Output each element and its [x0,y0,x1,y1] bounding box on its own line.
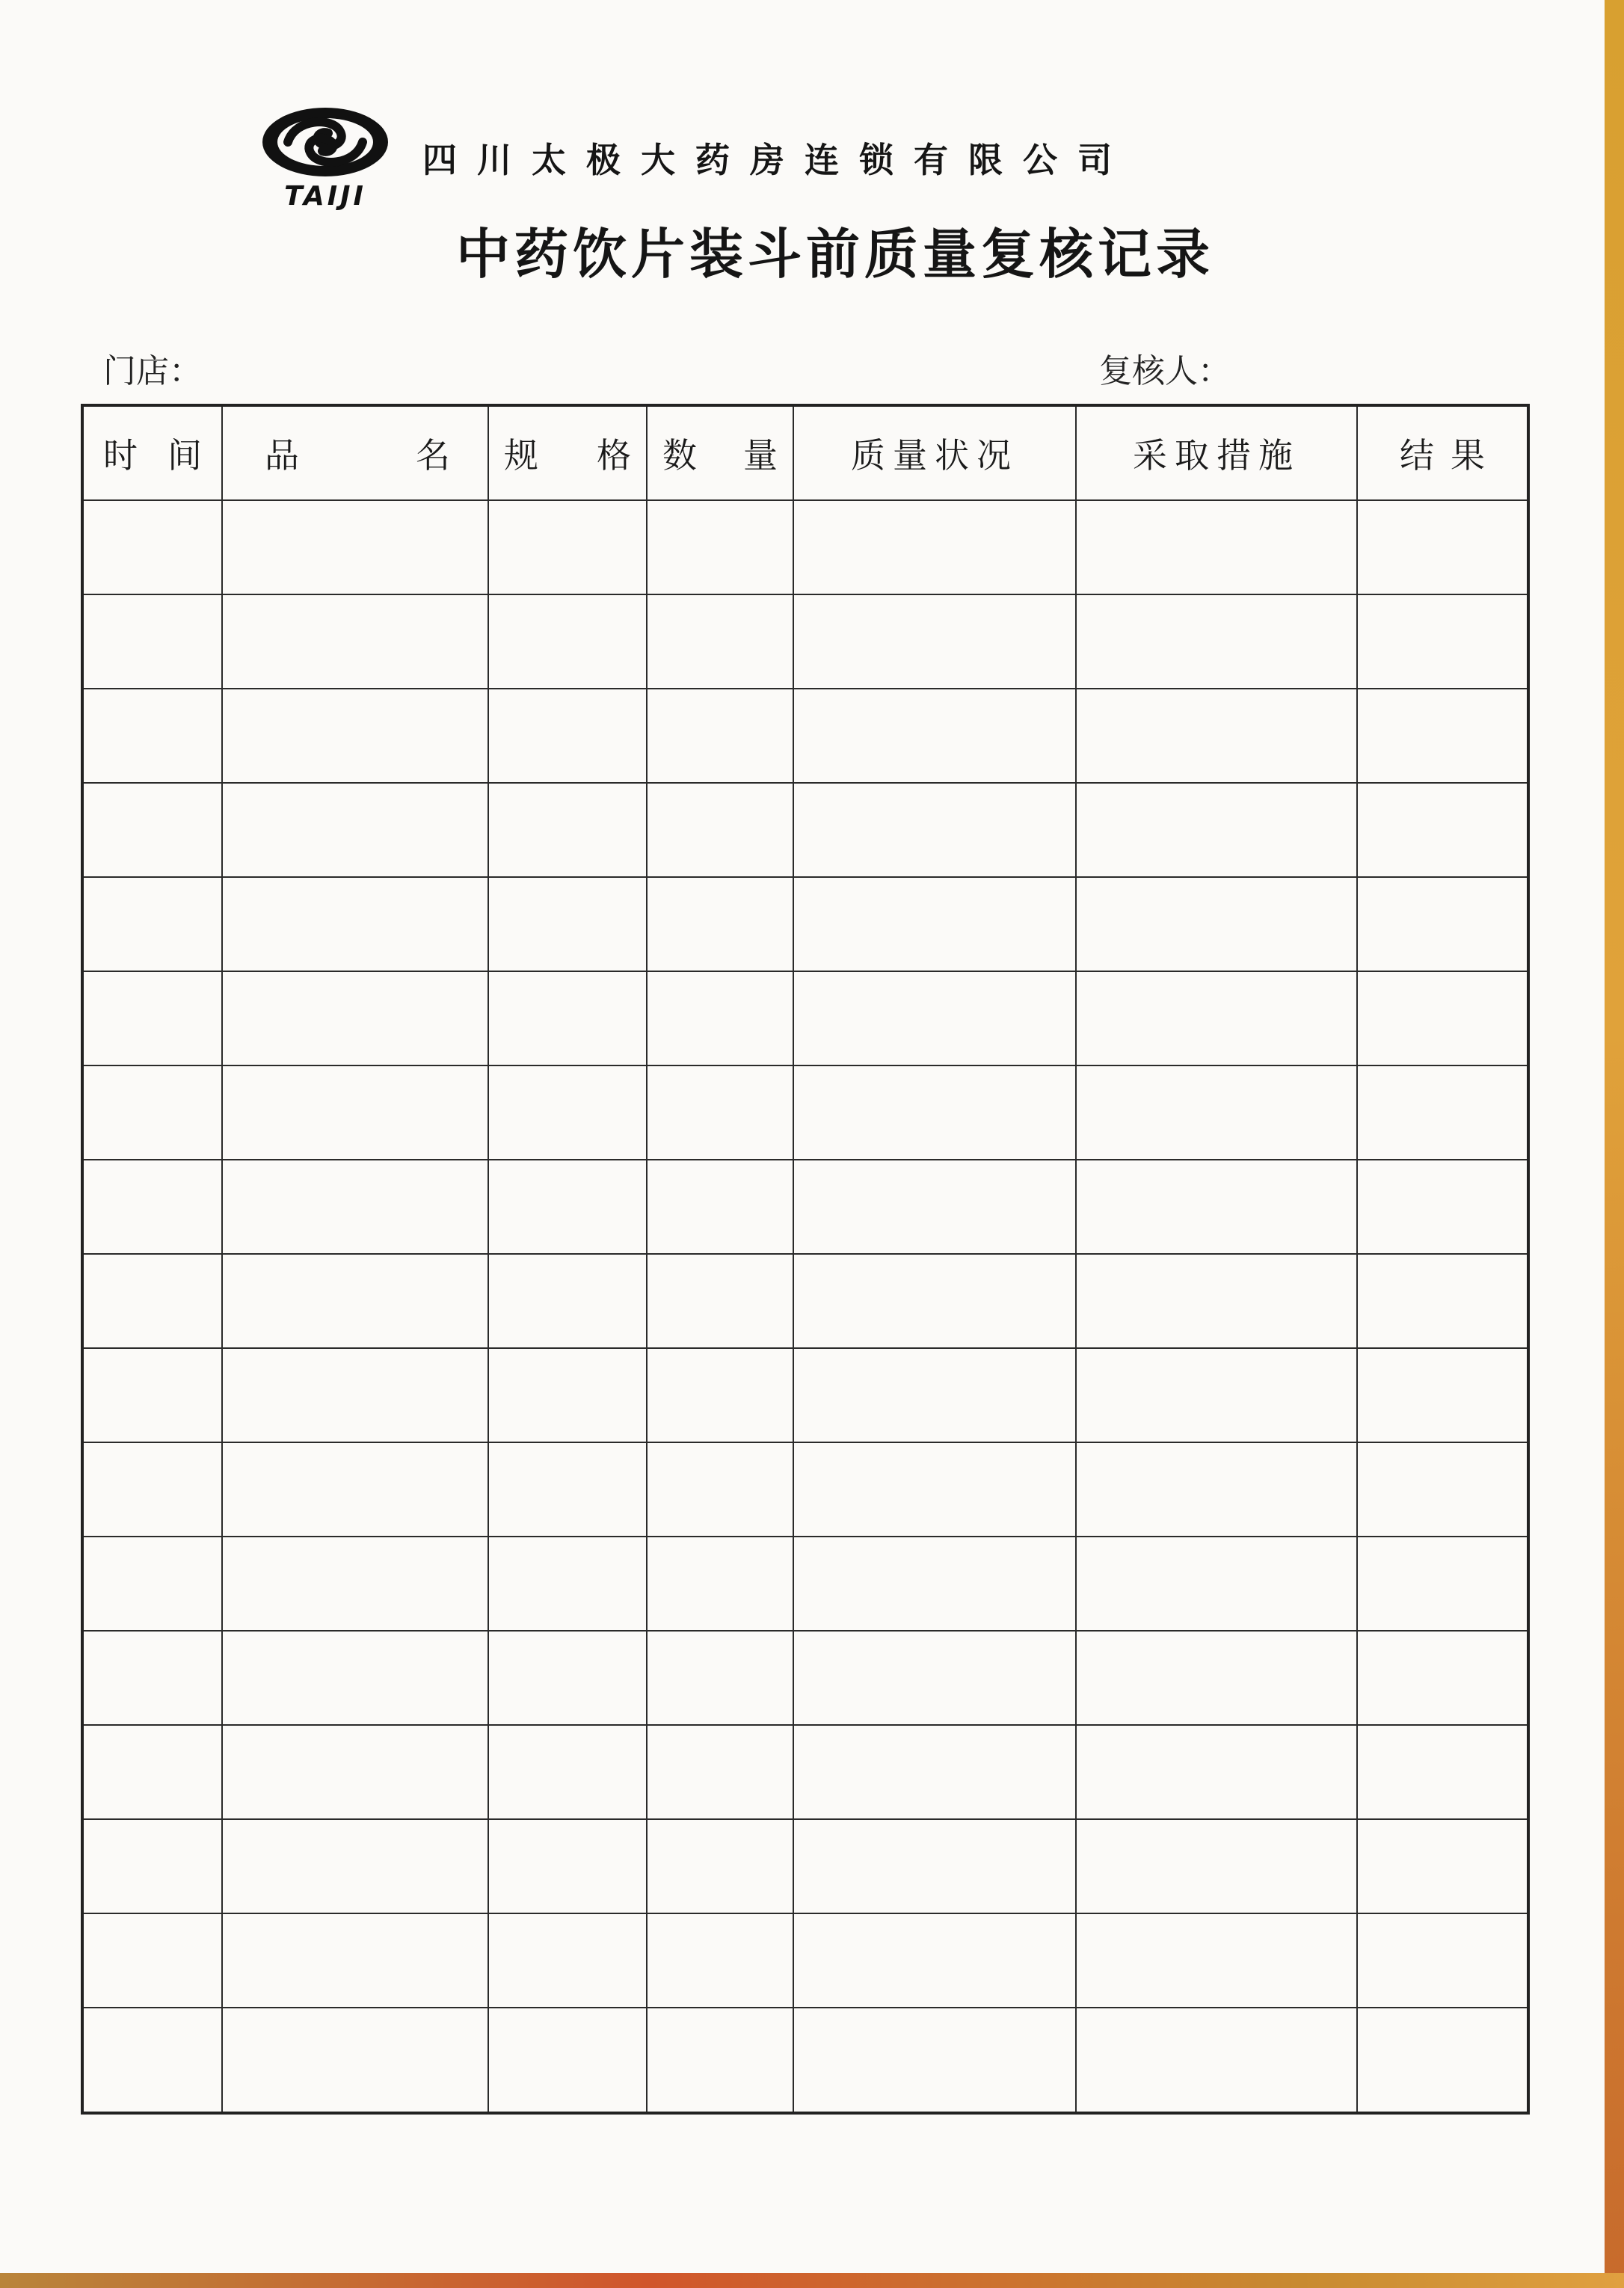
table-row[interactable] [84,972,1527,1066]
header-time: 时 间 [103,435,202,476]
table-row[interactable] [84,501,1527,595]
taiji-logo [258,103,393,215]
company-name: 四川太极大药房连锁有限公司 [422,140,1132,180]
document-title: 中药饮片装斗前质量复核记录 [456,222,1215,286]
table-row[interactable] [84,1066,1527,1160]
table-row[interactable] [84,1443,1527,1537]
logo-wordmark: TAIJI [284,181,366,212]
background-edge [1605,0,1624,2288]
header-result: 结 果 [1400,435,1485,476]
reviewer-label: 复核人： [1099,352,1231,390]
table-row[interactable] [84,878,1527,972]
table-row[interactable] [84,784,1527,878]
table-row[interactable] [84,1160,1527,1255]
table-row[interactable] [84,1726,1527,1820]
header-qty: 数 量 [662,435,778,476]
table-row[interactable] [84,1255,1527,1349]
background-edge [0,2273,1624,2288]
table-row[interactable] [84,2008,1527,2103]
table-row[interactable] [84,1914,1527,2008]
taiji-emblem-icon [258,103,393,185]
record-table [81,404,1530,2115]
header-quality: 质量状况 [851,435,1018,476]
table-row[interactable] [84,1349,1527,1443]
table-row[interactable] [84,1537,1527,1632]
header-measures: 采取措施 [1133,435,1300,476]
table-row[interactable] [84,1820,1527,1914]
header-name: 品 名 [265,435,450,476]
store-label: 门店： [103,352,202,390]
table-row[interactable] [84,689,1527,784]
table-header-row [84,407,1527,501]
table-row[interactable] [84,1632,1527,1726]
table-row[interactable] [84,595,1527,689]
header-spec: 规 格 [504,435,631,476]
